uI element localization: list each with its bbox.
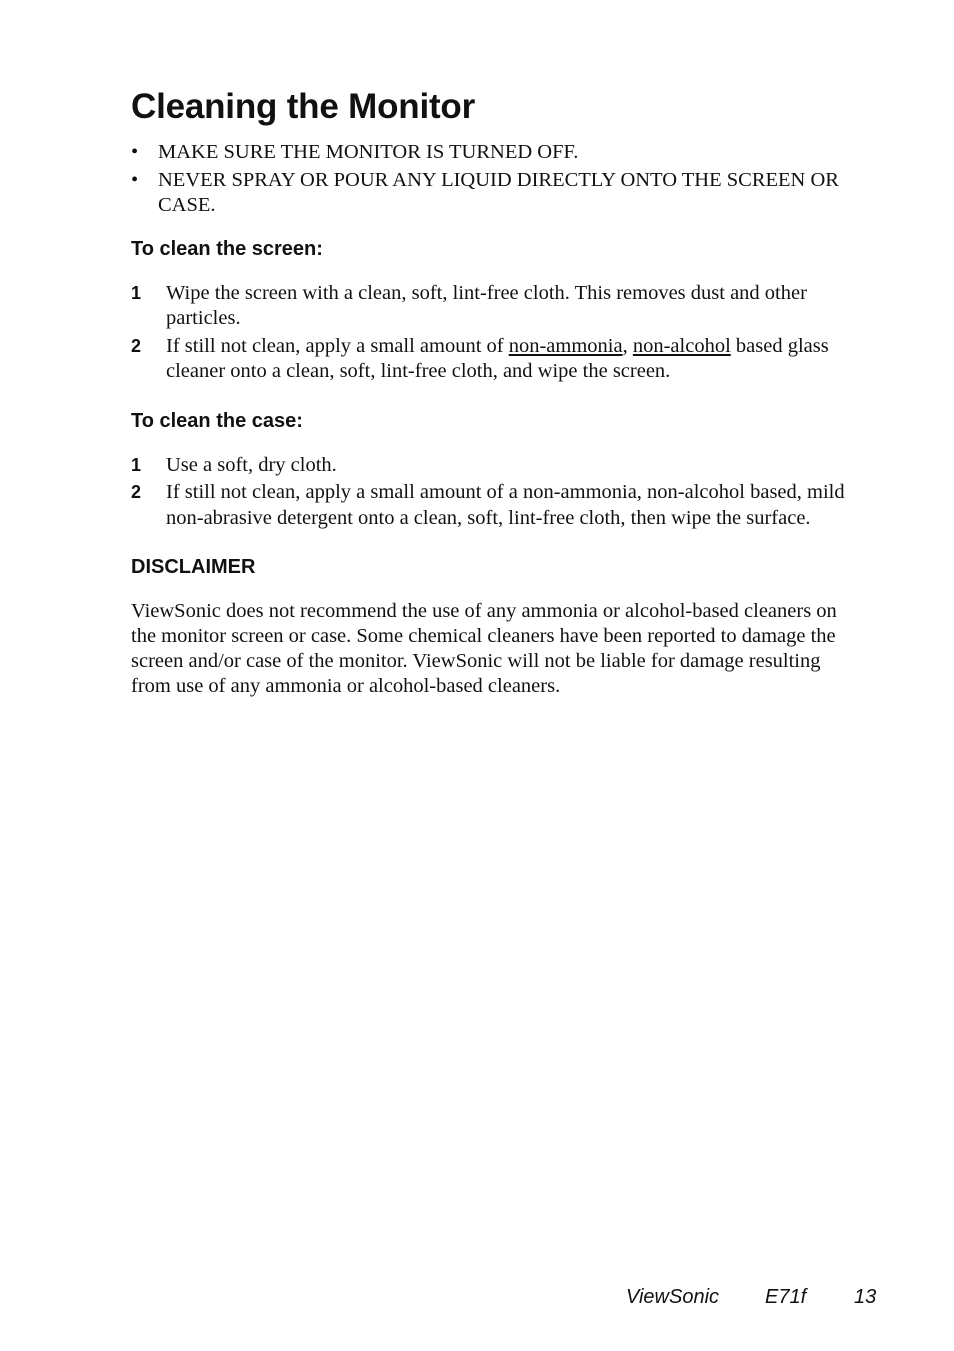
document-page — [131, 84, 856, 699]
step-number: 1 — [131, 282, 142, 303]
bullet-icon: • — [131, 141, 139, 163]
footer-model: E71f — [765, 1286, 807, 1308]
underlined-term-non-alcohol: non-alcohol — [632, 334, 731, 357]
screen-steps-list — [131, 281, 856, 385]
step-number: 2 — [131, 335, 142, 356]
case-steps-list — [131, 453, 856, 532]
step-number: 1 — [131, 454, 142, 475]
case-section-heading: To clean the case: — [131, 409, 303, 432]
case-step — [131, 453, 856, 479]
warning-text: NEVER SPRAY OR POUR ANY LIQUID DIRECTLY ONTO THE SCREEN OR CASE. — [158, 168, 839, 216]
warning-item — [131, 168, 856, 219]
screen-step — [131, 334, 856, 385]
step-text — [166, 335, 829, 383]
page-title: Cleaning the Monitor — [131, 87, 476, 126]
case-step — [131, 480, 856, 531]
footer-page-number: 13 — [854, 1286, 877, 1308]
step-text: If still not clean, apply a small amount of a non-ammonia, non-alcohol based, mild non-abrasive detergent onto a clean, soft, lint-free cloth, then wipe the surface. — [166, 481, 845, 529]
warning-item — [131, 140, 856, 166]
underlined-term-non-ammonia: non-ammonia — [508, 334, 623, 357]
step-number: 2 — [131, 482, 142, 502]
warning-text: MAKE SURE THE MONITOR IS TURNED OFF. — [158, 141, 579, 163]
step-text-before: If still not clean, apply a small amount of — [166, 334, 509, 357]
warning-list — [131, 140, 856, 219]
screen-step — [131, 281, 856, 332]
disclaimer-text: ViewSonic does not recommend the use of any ammonia or alcohol-based cleaners on the monitor screen or case. Some chemical cleaners have been reported to damage the screen and/or case of the monitor. ViewSonic will not be liable for damage resulting from use of any ammonia or alcohol-based cleaners. — [131, 600, 837, 697]
step-text: Use a soft, dry cloth. — [166, 453, 337, 476]
bullet-icon: • — [131, 168, 139, 191]
screen-section-heading: To clean the screen: — [131, 237, 323, 260]
disclaimer-heading: DISCLAIMER — [131, 556, 256, 578]
step-text-after: based glass cleaner onto a clean, soft, lint-free cloth, and wipe the screen. — [166, 334, 829, 382]
step-text-separator: , — [622, 334, 633, 357]
footer-brand: ViewSonic — [626, 1286, 720, 1308]
step-text: Wipe the screen with a clean, soft, lint-free cloth. This removes dust and other particles. — [166, 281, 807, 329]
